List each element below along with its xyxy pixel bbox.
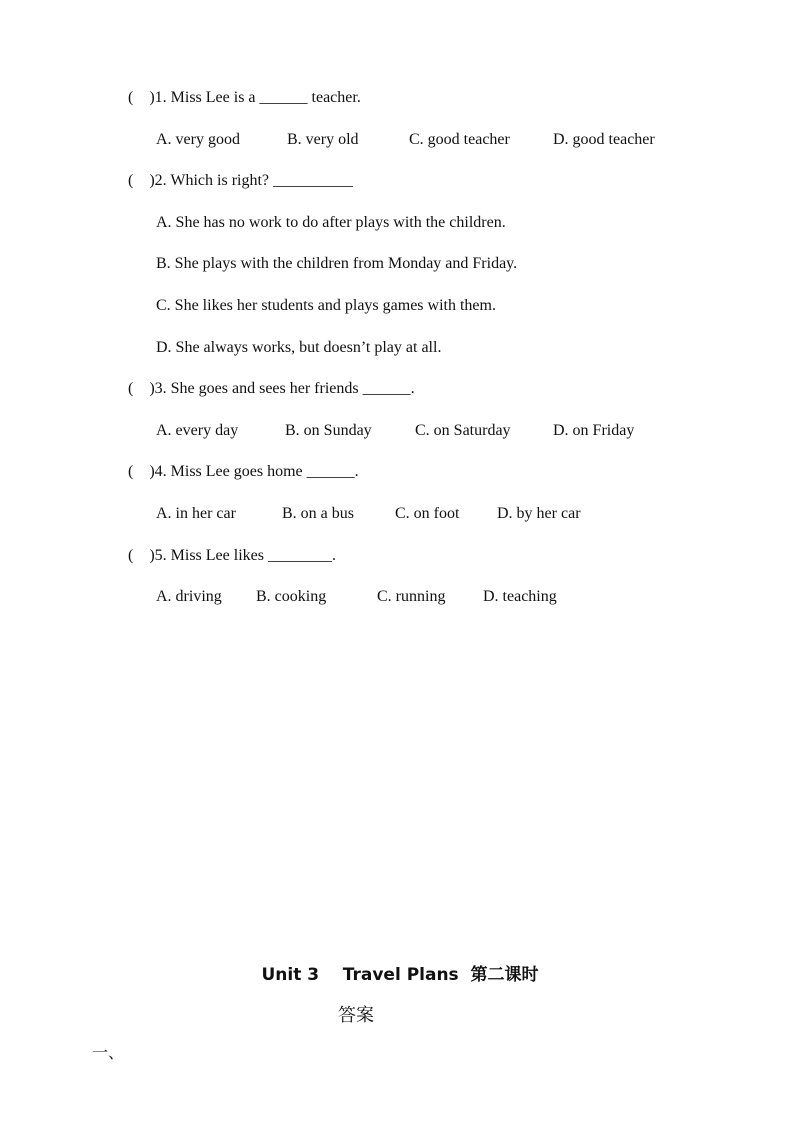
unit-heading: Unit 3 Travel Plans 第二课时 xyxy=(261,965,539,985)
section-label: 一、 xyxy=(92,1043,125,1062)
q3-option-b: B. on Sunday xyxy=(285,422,372,439)
q2-option-d: D. She always works, but doesn’t play at all. xyxy=(156,339,442,356)
question-3-stem: ( )3. She goes and sees her friends ______. xyxy=(128,380,415,397)
q2-option-a: A. She has no work to do after plays with the children. xyxy=(156,214,506,231)
q5-option-d: D. teaching xyxy=(483,588,557,605)
q1-option-a: A. very good xyxy=(156,131,240,148)
question-1-stem: ( )1. Miss Lee is a ______ teacher. xyxy=(128,89,361,106)
q5-option-c: C. running xyxy=(377,588,446,605)
q1-option-b: B. very old xyxy=(287,131,359,148)
question-5-stem: ( )5. Miss Lee likes ________. xyxy=(128,547,336,564)
q4-option-a: A. in her car xyxy=(156,505,236,522)
q1-option-d: D. good teacher xyxy=(553,131,655,148)
q2-option-c: C. She likes her students and plays games with them. xyxy=(156,297,496,314)
q4-option-b: B. on a bus xyxy=(282,505,354,522)
q4-option-c: C. on foot xyxy=(395,505,460,522)
q3-option-d: D. on Friday xyxy=(553,422,635,439)
answer-label: 答案 xyxy=(338,1005,374,1026)
q2-option-b: B. She plays with the children from Monday and Friday. xyxy=(156,255,518,272)
question-5-options xyxy=(156,587,557,707)
q4-option-d: D. by her car xyxy=(497,505,581,522)
q5-option-b: B. cooking xyxy=(256,588,327,605)
question-2-stem: ( )2. Which is right? __________ xyxy=(128,172,354,189)
q1-option-c: C. good teacher xyxy=(409,131,510,148)
q5-option-a: A. driving xyxy=(156,588,222,605)
q3-option-a: A. every day xyxy=(156,422,239,439)
question-4-stem: ( )4. Miss Lee goes home ______. xyxy=(128,463,359,480)
q3-option-c: C. on Saturday xyxy=(415,422,511,439)
